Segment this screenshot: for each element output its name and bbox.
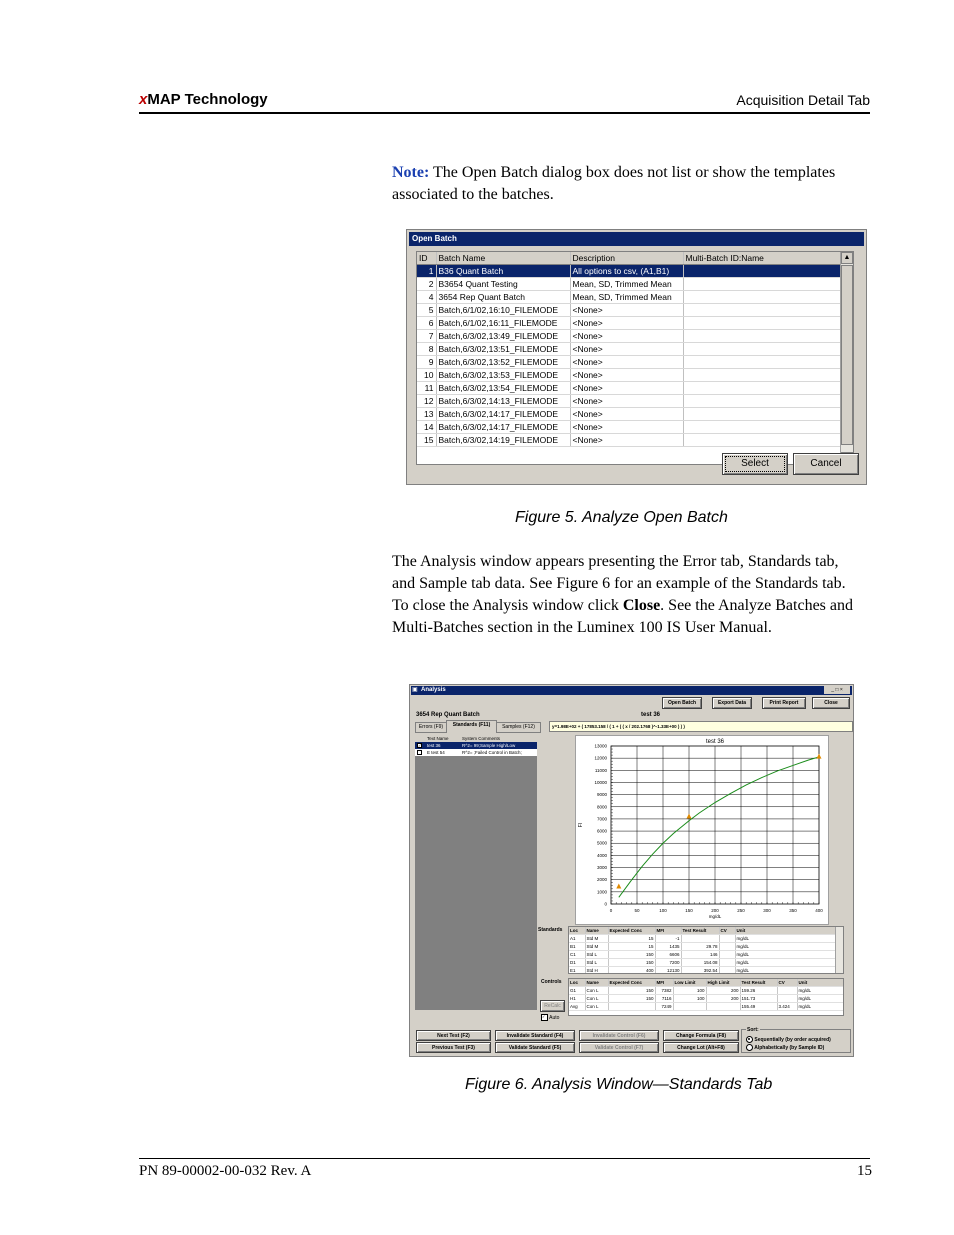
table-cell — [683, 421, 853, 434]
sort-label: Sort: — [747, 1027, 759, 1033]
table-cell: mg/dL — [735, 951, 835, 959]
standards-table[interactable] — [568, 926, 844, 974]
table-cell — [683, 265, 853, 278]
table-cell: Batch,6/1/02,16:11_FILEMODE — [436, 317, 570, 330]
table-cell: Std L — [585, 951, 608, 959]
table-cell — [683, 395, 853, 408]
test-list-header — [415, 735, 537, 742]
column-header[interactable]: Expected Conc — [608, 979, 655, 987]
radio-selected-icon[interactable] — [746, 1036, 753, 1043]
table-row[interactable] — [569, 943, 835, 951]
figure-5-caption: Figure 5. Analyze Open Batch — [515, 509, 728, 526]
table-row[interactable] — [417, 343, 853, 356]
app-icon: ▣ — [412, 687, 418, 693]
table-cell: 392.54 — [681, 967, 719, 975]
tab-standards[interactable]: Standards (F11) — [446, 720, 497, 732]
table-cell: C1 — [569, 951, 585, 959]
column-header[interactable]: CV — [719, 927, 735, 935]
sort-option-sequential[interactable] — [746, 1036, 831, 1043]
table-cell: 12 — [417, 395, 436, 408]
table-cell: 13 — [417, 408, 436, 421]
table-row[interactable] — [417, 317, 853, 330]
table-cell: 200 — [706, 987, 740, 995]
table-header-row — [569, 927, 835, 935]
table-cell: 15 — [608, 943, 655, 951]
chart-svg — [576, 736, 828, 924]
table-cell: <None> — [570, 356, 683, 369]
radio-icon[interactable] — [746, 1044, 753, 1051]
table-cell — [719, 967, 735, 975]
table-cell: mg/dL — [797, 995, 843, 1003]
table-cell: Mean, SD, Trimmed Mean — [570, 278, 683, 291]
select-button[interactable]: Select — [722, 453, 788, 475]
checkbox-icon[interactable] — [417, 750, 422, 755]
test-name: test 36 — [641, 712, 661, 718]
col-text-name: Text Name — [427, 736, 449, 741]
table-cell: 12130 — [655, 967, 681, 975]
batch-list-scrollbar[interactable] — [840, 252, 853, 464]
table-cell: mg/dL — [735, 967, 835, 975]
table-cell: 10 — [417, 369, 436, 382]
table-cell: Batch,6/3/02,14:13_FILEMODE — [436, 395, 570, 408]
table-cell — [719, 943, 735, 951]
table-cell: 2 — [417, 278, 436, 291]
table-cell: 11 — [417, 382, 436, 395]
table-cell — [608, 1003, 655, 1011]
table-cell: 155.49 — [740, 1003, 777, 1011]
table-cell: 154.08 — [681, 959, 719, 967]
test-row-comment: R^2= ;Failed Control in Batch; — [462, 750, 522, 755]
table-row[interactable] — [417, 408, 853, 421]
top-button-print-report[interactable]: Print Report — [762, 697, 806, 709]
y-tick-label: 10000 — [594, 779, 607, 785]
column-header[interactable]: Loc — [569, 979, 585, 987]
table-cell: Std H — [585, 967, 608, 975]
test-row[interactable] — [415, 749, 537, 756]
table-cell: 150 — [608, 951, 655, 959]
table-cell: Batch,6/3/02,13:51_FILEMODE — [436, 343, 570, 356]
table-header-row — [569, 979, 843, 987]
table-cell: 14 — [417, 421, 436, 434]
table-cell: 159.26 — [740, 987, 777, 995]
header-rule — [139, 112, 870, 114]
test-row-comment: R^2= 99;Sample High/Low — [462, 743, 516, 748]
table-cell: D1 — [569, 959, 585, 967]
x-tick-label: 100 — [659, 908, 667, 913]
table-cell: <None> — [570, 382, 683, 395]
table-cell: 7200 — [655, 959, 681, 967]
table-cell: -1 — [655, 935, 681, 943]
table-cell: 7116 — [655, 995, 673, 1003]
controls-label: Controls — [541, 979, 562, 985]
bottom-button-validate-control-f7[interactable]: Validate Control (F7) — [579, 1042, 659, 1053]
body-text-bold: Close — [622, 597, 661, 614]
table-cell: B36 Quant Batch — [436, 265, 570, 278]
batch-name: 3654 Rep Quant Batch — [416, 712, 480, 718]
column-header[interactable]: Test Result — [740, 979, 777, 987]
test-list[interactable] — [415, 735, 537, 1010]
table-cell — [683, 356, 853, 369]
table-cell: <None> — [570, 343, 683, 356]
top-button-close[interactable]: Close — [812, 697, 850, 709]
table-row[interactable] — [569, 1003, 843, 1011]
table-cell — [683, 369, 853, 382]
y-tick-label: 5000 — [596, 840, 607, 846]
table-cell — [673, 1003, 706, 1011]
x-tick-label: 0 — [609, 908, 613, 913]
window-controls-icon[interactable]: _ □ × — [824, 686, 850, 694]
table-cell: 400 — [608, 967, 655, 975]
table-row[interactable] — [569, 959, 835, 967]
table-cell: Batch,6/3/02,13:54_FILEMODE — [436, 382, 570, 395]
table-cell: Batch,6/3/02,13:49_FILEMODE — [436, 330, 570, 343]
top-button-open-batch[interactable]: Open Batch — [662, 697, 702, 709]
table-cell: Batch,6/3/02,13:53_FILEMODE — [436, 369, 570, 382]
table-cell — [719, 951, 735, 959]
y-tick-label: 12000 — [594, 755, 607, 761]
formula-box: y=1.98E+02 + ( 17853.158 / ( 1 + ( ( x / 202.1768 )^-1.33E+00 ) ) ) — [549, 721, 853, 732]
col-system-comments: System Comments — [462, 736, 501, 741]
sort-option-label: Alphabetically (by Sample ID) — [754, 1044, 825, 1051]
part-number: PN 89-00002-00-032 Rev. A — [139, 1163, 312, 1179]
table-cell: 6 — [417, 317, 436, 330]
y-tick-label: 3000 — [596, 865, 607, 871]
table-cell: 4 — [417, 291, 436, 304]
table-cell: E1 — [569, 967, 585, 975]
x-tick-label: 300 — [763, 908, 771, 913]
column-header[interactable]: Unit — [735, 927, 835, 935]
y-tick-label: 1000 — [596, 889, 607, 895]
table-row[interactable] — [417, 356, 853, 369]
table-cell: 29.78 — [681, 943, 719, 951]
column-header[interactable]: Low Limit — [673, 979, 706, 987]
table-cell: Std L — [585, 959, 608, 967]
y-tick-label: 2000 — [596, 877, 607, 883]
table-cell — [683, 408, 853, 421]
table-row[interactable] — [569, 967, 835, 975]
x-tick-label: 50 — [634, 908, 640, 913]
x-tick-label: 350 — [789, 908, 797, 913]
table-cell: Batch,6/3/02,14:17_FILEMODE — [436, 421, 570, 434]
table-cell: H1 — [569, 995, 585, 1003]
table-cell: 6606 — [655, 951, 681, 959]
y-tick-label: 13000 — [594, 743, 607, 749]
test-row-name: test 36 — [427, 743, 441, 748]
table-cell — [683, 343, 853, 356]
table-row[interactable] — [417, 304, 853, 317]
y-axis-label: FI — [578, 822, 584, 828]
recalc-button[interactable]: ReCalc — [540, 1000, 565, 1012]
sort-group — [741, 1029, 851, 1053]
table-cell: 1 — [417, 265, 436, 278]
table-cell: mg/dL — [735, 935, 835, 943]
table-cell: 146 — [681, 951, 719, 959]
sort-option-label: Sequentially (by order acquired) — [754, 1036, 831, 1043]
standards-label: Standards — [538, 927, 563, 933]
table-cell: 3.424 — [777, 1003, 797, 1011]
auto-checkbox[interactable] — [541, 1014, 559, 1021]
column-header[interactable]: Test Result — [681, 927, 719, 935]
analysis-window — [409, 684, 854, 1057]
y-tick-label: 4000 — [596, 852, 607, 858]
table-cell: mg/dL — [797, 987, 843, 995]
section-title: Acquisition Detail Tab — [736, 92, 870, 108]
column-header[interactable]: Loc — [569, 927, 585, 935]
batch-list[interactable] — [416, 251, 854, 465]
table-row[interactable] — [569, 987, 843, 995]
column-header[interactable]: Batch Name — [436, 252, 570, 265]
bottom-button-invalidate-control-f6[interactable]: Invalidate Control (F6) — [579, 1030, 659, 1041]
top-button-export-data[interactable]: Export Data — [712, 697, 752, 709]
table-cell: Std M — [585, 935, 608, 943]
table-cell: mg/dL — [735, 943, 835, 951]
table-cell: 7249 — [655, 1003, 673, 1011]
scroll-thumb[interactable] — [841, 265, 853, 445]
table-row[interactable] — [569, 951, 835, 959]
note-text: The Open Batch dialog box does not list or show the templates associated to the batches. — [392, 164, 836, 203]
table-cell: 1435 — [655, 943, 681, 951]
column-header[interactable]: ID — [417, 252, 436, 265]
checkbox-checked-icon[interactable]: ✓ — [418, 743, 422, 748]
table-row[interactable] — [417, 434, 853, 447]
column-header[interactable]: Name — [585, 927, 608, 935]
bottom-button-change-lot-alt-f8[interactable]: Change Lot (Alt+F8) — [663, 1042, 739, 1053]
test-row[interactable] — [415, 742, 537, 749]
table-row[interactable] — [569, 995, 843, 1003]
table-cell: <None> — [570, 408, 683, 421]
brand-x: x — [139, 91, 148, 108]
table-cell — [681, 935, 719, 943]
body-text-2: . See the Analyze Batches and Multi-Batches section in the Luminex 100 IS User Manual. — [392, 597, 853, 636]
document-brand — [139, 91, 268, 108]
column-header[interactable]: Unit — [797, 979, 843, 987]
x-axis-label: mg/dL — [708, 914, 722, 919]
table-cell: Std M — [585, 943, 608, 951]
y-tick-label: 11000 — [594, 767, 607, 773]
table-row[interactable] — [417, 330, 853, 343]
table-cell: All options to csv, (A1,B1) — [570, 265, 683, 278]
table-cell — [706, 1003, 740, 1011]
table-cell: 7382 — [655, 987, 673, 995]
table-cell: 151.73 — [740, 995, 777, 1003]
table-cell — [683, 434, 853, 447]
standards-scrollbar[interactable] — [835, 927, 843, 973]
table-cell: 200 — [706, 995, 740, 1003]
bottom-button-change-formula-f8[interactable]: Change Formula (F8) — [663, 1030, 739, 1041]
table-cell — [777, 987, 797, 995]
table-cell: <None> — [570, 395, 683, 408]
table-row[interactable] — [569, 935, 835, 943]
table-cell: 9 — [417, 356, 436, 369]
table-cell: A1 — [569, 935, 585, 943]
table-row[interactable] — [417, 369, 853, 382]
table-cell — [683, 382, 853, 395]
table-cell: <None> — [570, 421, 683, 434]
column-header[interactable]: Name — [585, 979, 608, 987]
table-cell: <None> — [570, 330, 683, 343]
table-cell: Batch,6/3/02,14:19_FILEMODE — [436, 434, 570, 447]
y-tick-label: 6000 — [596, 828, 607, 834]
column-header[interactable]: MFI — [655, 979, 673, 987]
table-cell: 150 — [608, 987, 655, 995]
table-row[interactable] — [417, 291, 853, 304]
test-row-name: E test 54 — [427, 750, 445, 755]
y-tick-label: 8000 — [596, 804, 607, 810]
table-cell: Batch,6/3/02,14:17_FILEMODE — [436, 408, 570, 421]
table-cell — [719, 959, 735, 967]
column-header[interactable]: Description — [570, 252, 683, 265]
scroll-up-icon[interactable]: ▲ — [841, 252, 853, 264]
body-text-1: The Analysis window appears presenting the Error tab, Standards tab, and Sample tab data. See Figure 6 for an example of the Standards tab. To close the Analysis window click — [392, 553, 846, 614]
table-cell — [683, 291, 853, 304]
column-header[interactable]: Multi-Batch ID:Name — [683, 252, 853, 265]
tab-errors[interactable]: Errors (F9) — [415, 722, 447, 733]
tab-samples[interactable]: Samples (F12) — [496, 722, 541, 733]
table-cell: B1 — [569, 943, 585, 951]
table-row[interactable] — [417, 382, 853, 395]
table-cell: <None> — [570, 434, 683, 447]
table-cell: 15 — [417, 434, 436, 447]
table-cell: 150 — [608, 959, 655, 967]
table-cell: mg/dL — [797, 1003, 843, 1011]
table-cell: <None> — [570, 369, 683, 382]
table-cell: 8 — [417, 343, 436, 356]
footer-rule — [139, 1158, 870, 1159]
table-cell: 7 — [417, 330, 436, 343]
column-header[interactable]: MFI — [655, 927, 681, 935]
table-row[interactable] — [417, 421, 853, 434]
table-row[interactable] — [417, 278, 853, 291]
table-cell: 150 — [608, 995, 655, 1003]
table-cell: <None> — [570, 304, 683, 317]
x-tick-label: 400 — [815, 908, 823, 913]
chart-title: test 36 — [705, 739, 725, 745]
table-cell: mg/dL — [735, 959, 835, 967]
x-tick-label: 150 — [685, 908, 693, 913]
table-cell: G1 — [569, 987, 585, 995]
table-cell: <None> — [570, 317, 683, 330]
table-cell: 100 — [673, 987, 706, 995]
y-tick-label: 9000 — [596, 792, 607, 798]
table-cell: 100 — [673, 995, 706, 1003]
table-cell — [683, 278, 853, 291]
table-cell — [777, 995, 797, 1003]
table-cell: Mean, SD, Trimmed Mean — [570, 291, 683, 304]
table-cell — [683, 317, 853, 330]
x-tick-label: 200 — [711, 908, 719, 913]
column-header[interactable]: High Limit — [706, 979, 740, 987]
bottom-button-validate-standard-f5[interactable]: Validate Standard (F5) — [495, 1042, 575, 1053]
y-tick-label: 0 — [604, 901, 607, 907]
table-row[interactable] — [417, 265, 853, 278]
table-cell: Avg — [569, 1003, 585, 1011]
analysis-title: Analysis — [411, 686, 852, 695]
table-cell — [719, 935, 735, 943]
bottom-button-previous-test-f3[interactable]: Previous Test (F3) — [416, 1042, 491, 1053]
column-header[interactable]: CV — [777, 979, 797, 987]
bottom-button-next-test-f2[interactable]: Next Test (F2) — [416, 1030, 491, 1041]
table-cell: B3654 Quant Testing — [436, 278, 570, 291]
note-paragraph — [392, 162, 872, 206]
table-cell: Con L — [585, 1003, 608, 1011]
table-cell: 15 — [608, 935, 655, 943]
note-label: Note: — [392, 164, 430, 181]
auto-label: Auto — [549, 1014, 560, 1021]
checkbox-checked-icon[interactable]: ✓ — [541, 1014, 548, 1021]
bottom-button-invalidate-standard-f4[interactable]: Invalidate Standard (F4) — [495, 1030, 575, 1041]
table-cell — [683, 330, 853, 343]
sort-option-alpha[interactable] — [746, 1044, 824, 1051]
table-cell: Con L — [585, 987, 608, 995]
page-number: 15 — [857, 1163, 872, 1179]
dialog-title: Open Batch — [409, 232, 864, 246]
body-paragraph — [392, 551, 862, 639]
brand-rest: MAP Technology — [147, 91, 268, 108]
cancel-button[interactable]: Cancel — [793, 453, 859, 475]
table-cell — [683, 304, 853, 317]
table-row[interactable] — [417, 395, 853, 408]
table-cell: 3654 Rep Quant Batch — [436, 291, 570, 304]
table-cell: Con L — [585, 995, 608, 1003]
x-tick-label: 250 — [737, 908, 745, 913]
controls-table[interactable] — [568, 978, 844, 1016]
column-header[interactable]: Expected Conc — [608, 927, 655, 935]
figure-6-caption: Figure 6. Analysis Window—Standards Tab — [465, 1076, 773, 1093]
standard-curve-chart — [575, 735, 829, 925]
y-tick-label: 7000 — [596, 816, 607, 822]
table-cell: Batch,6/1/02,16:10_FILEMODE — [436, 304, 570, 317]
table-cell: Batch,6/3/02,13:52_FILEMODE — [436, 356, 570, 369]
table-cell: 5 — [417, 304, 436, 317]
open-batch-dialog — [406, 229, 867, 485]
